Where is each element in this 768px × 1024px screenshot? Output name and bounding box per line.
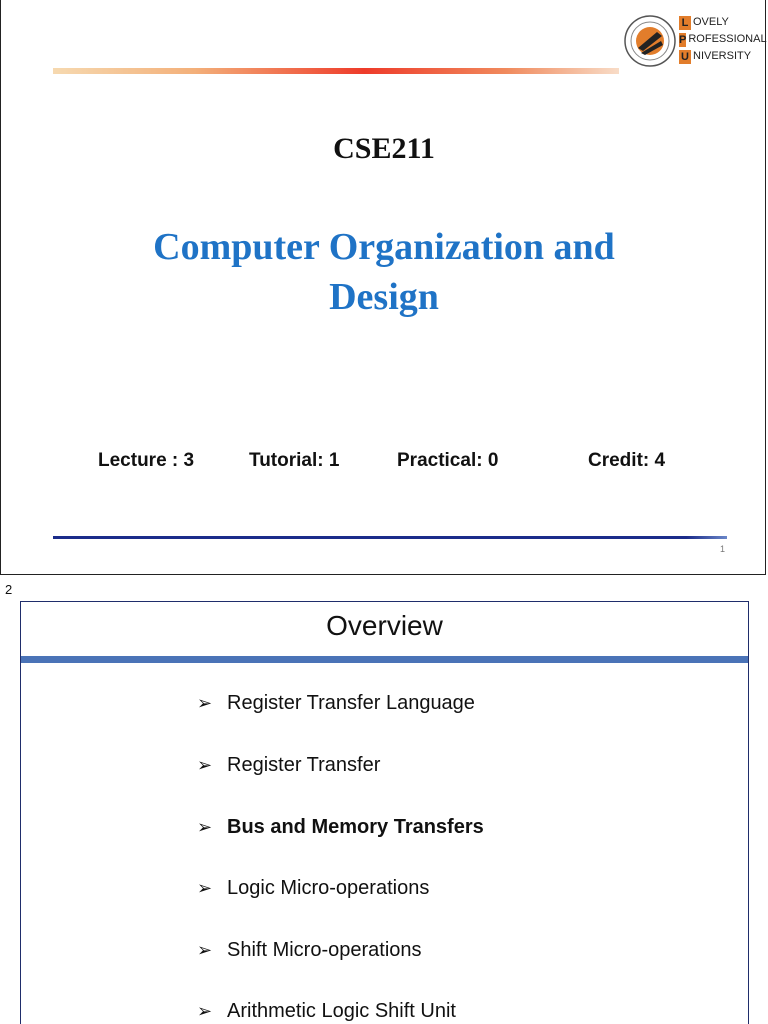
logo-word: ROFESSIONAL bbox=[688, 33, 767, 45]
list-item-text: Register Transfer Language bbox=[227, 692, 475, 714]
tutorial-hours: Tutorial: 1 bbox=[249, 450, 340, 471]
logo-line-3 bbox=[679, 48, 763, 65]
course-title-line-1: Computer Organization and bbox=[153, 226, 615, 268]
course-code: CSE211 bbox=[333, 132, 435, 165]
logo-initial: U bbox=[679, 50, 691, 64]
page-number: 2 bbox=[5, 582, 13, 597]
list-item bbox=[197, 816, 484, 839]
header-gradient-rule bbox=[53, 68, 619, 74]
list-item bbox=[197, 692, 475, 715]
logo-initial: P bbox=[679, 33, 687, 46]
logo-line-1 bbox=[679, 14, 763, 31]
list-item bbox=[197, 939, 422, 962]
list-item-text: Logic Micro-operations bbox=[227, 877, 430, 899]
practical-hours: Practical: 0 bbox=[397, 450, 499, 471]
logo-initial: L bbox=[679, 16, 691, 30]
title-underline-bar bbox=[21, 656, 748, 663]
arrow-bullet-icon: ➢ bbox=[197, 755, 213, 776]
list-item bbox=[197, 754, 380, 777]
lecture-hours: Lecture : 3 bbox=[98, 450, 195, 471]
course-title bbox=[91, 222, 677, 322]
list-item-text: Bus and Memory Transfers bbox=[227, 816, 484, 838]
list-item-text: Shift Micro-operations bbox=[227, 939, 422, 961]
arrow-bullet-icon: ➢ bbox=[197, 693, 213, 714]
arrow-bullet-icon: ➢ bbox=[197, 940, 213, 961]
footer-rule bbox=[53, 536, 727, 539]
course-title-line-2: Design bbox=[329, 276, 439, 318]
list-item-text: Arithmetic Logic Shift Unit bbox=[227, 1000, 456, 1022]
logo-word: NIVERSITY bbox=[693, 50, 752, 62]
logo-line-2 bbox=[679, 31, 767, 48]
university-seal-icon bbox=[623, 14, 677, 68]
slide-title: Overview bbox=[326, 610, 443, 641]
arrow-bullet-icon: ➢ bbox=[197, 817, 213, 838]
list-item-text: Register Transfer bbox=[227, 754, 381, 776]
slide-number: 1 bbox=[720, 544, 726, 554]
logo-wordmark bbox=[679, 14, 767, 65]
overview-slide bbox=[20, 601, 749, 1024]
arrow-bullet-icon: ➢ bbox=[197, 1001, 213, 1022]
university-logo bbox=[621, 12, 765, 70]
list-item bbox=[197, 877, 429, 900]
logo-word: OVELY bbox=[693, 16, 729, 28]
arrow-bullet-icon: ➢ bbox=[197, 878, 213, 899]
list-item bbox=[197, 1000, 456, 1023]
credit-count: Credit: 4 bbox=[588, 450, 666, 471]
